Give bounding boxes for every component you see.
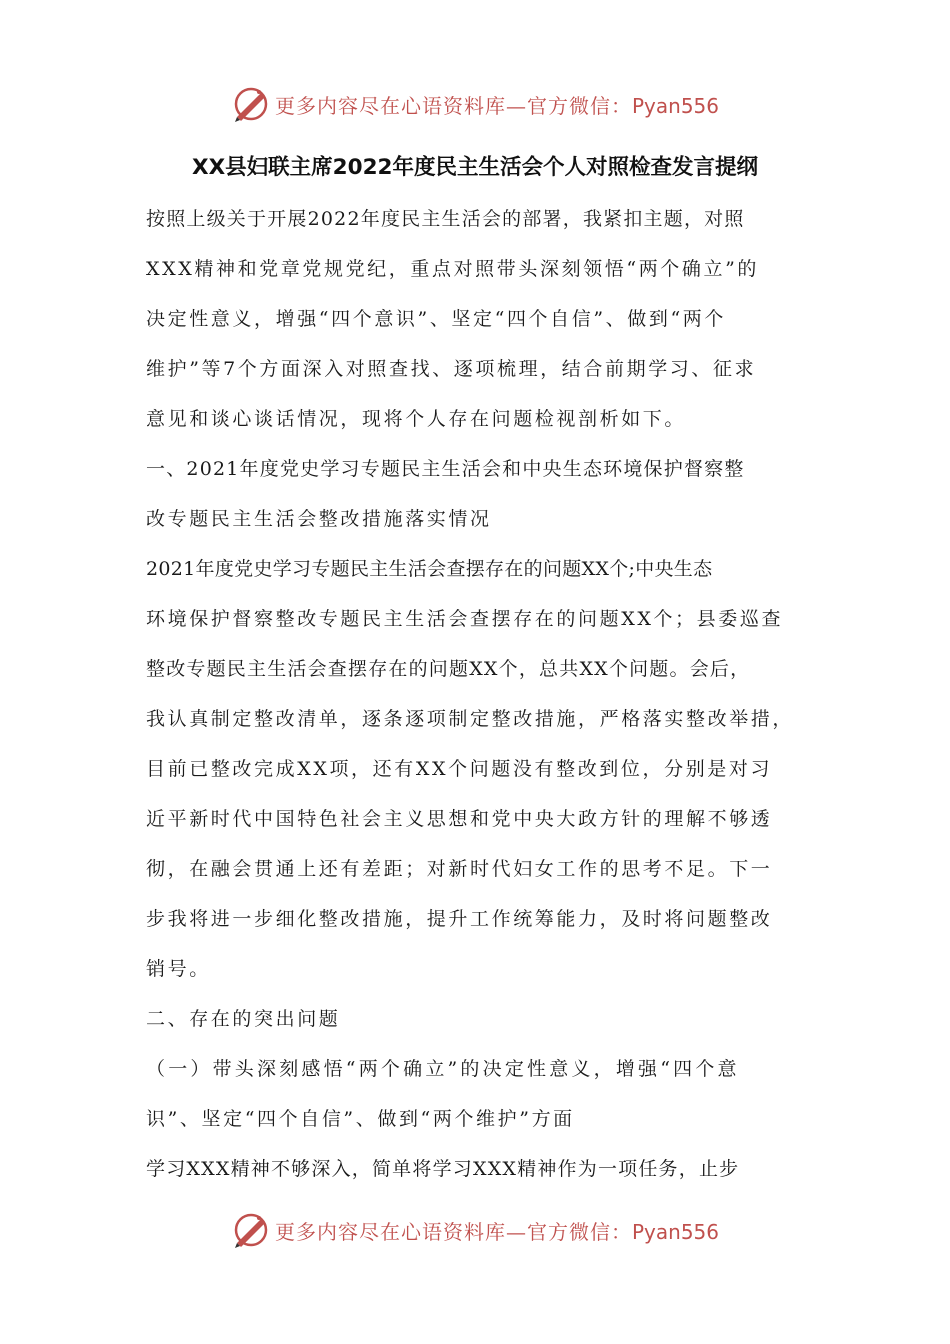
banner-wechat-handle: Pyan556: [631, 1219, 719, 1244]
body-line: 目前已整改完成XX项，还有XX个问题没有整改到位，分别是对习: [146, 758, 773, 780]
body-line: 近平新时代中国特色社会主义思想和党中央大政方针的理解不够透: [146, 808, 773, 830]
document-body: [146, 196, 826, 1196]
body-line: 销号。: [146, 958, 211, 980]
section-heading: 改专题民主生活会整改措施落实情况: [146, 508, 492, 530]
header-banner: [0, 82, 950, 126]
document-title: XX县妇联主席2022年度民主生活会个人对照检查发言提纲: [192, 155, 758, 180]
body-line: 我认真制定整改清单，逐条逐项制定整改措施，严格落实整改举措，: [146, 708, 795, 730]
body-line: 决定性意义，增强“四个意识”、坚定“四个自信”、做到“两个: [146, 308, 726, 330]
footer-banner: [0, 1208, 950, 1252]
body-line: 2021年度党史学习专题民主生活会查摆存在的问题XX个;中央生态: [146, 558, 713, 580]
pen-logo-icon: [231, 1210, 271, 1250]
body-line: 意见和谈心谈话情况，现将个人存在问题检视剖析如下。: [146, 408, 687, 430]
subsection-heading: 识”、坚定“四个自信”、做到“两个维护”方面: [146, 1108, 575, 1130]
banner-wechat-handle: Pyan556: [631, 93, 719, 118]
body-line: 按照上级关于开展2022年度民主生活会的部署，我紧扣主题，对照: [146, 208, 745, 230]
subsection-heading: （一）带头深刻感悟“两个确立”的决定性意义，增强“四个意: [146, 1058, 740, 1080]
banner-text: 更多内容尽在心语资料库—官方微信：Pyan556: [274, 93, 719, 118]
body-line: 维护”等7个方面深入对照查找、逐项梳理，结合前期学习、征求: [146, 358, 757, 380]
pen-logo-icon: [231, 84, 271, 124]
body-line: XXX精神和党章党规党纪，重点对照带头深刻领悟“两个确立”的: [146, 258, 760, 280]
section-heading: 二、存在的突出问题: [146, 1008, 341, 1030]
section-heading: 一、2021年度党史学习专题民主生活会和中央生态环境保护督察整: [146, 458, 745, 480]
body-line: 学习XXX精神不够深入，简单将学习XXX精神作为一项任务，止步: [146, 1158, 740, 1180]
banner-text: 更多内容尽在心语资料库—官方微信：Pyan556: [274, 1219, 719, 1244]
body-line: 环境保护督察整改专题民主生活会查摆存在的问题XX个；县委巡查: [146, 608, 784, 630]
body-line: 彻，在融会贯通上还有差距；对新时代妇女工作的思考不足。下一: [146, 858, 773, 880]
body-line: 步我将进一步细化整改措施，提升工作统筹能力，及时将问题整改: [146, 908, 773, 930]
body-line: 整改专题民主生活会查摆存在的问题XX个，总共XX个问题。会后，: [146, 658, 751, 680]
